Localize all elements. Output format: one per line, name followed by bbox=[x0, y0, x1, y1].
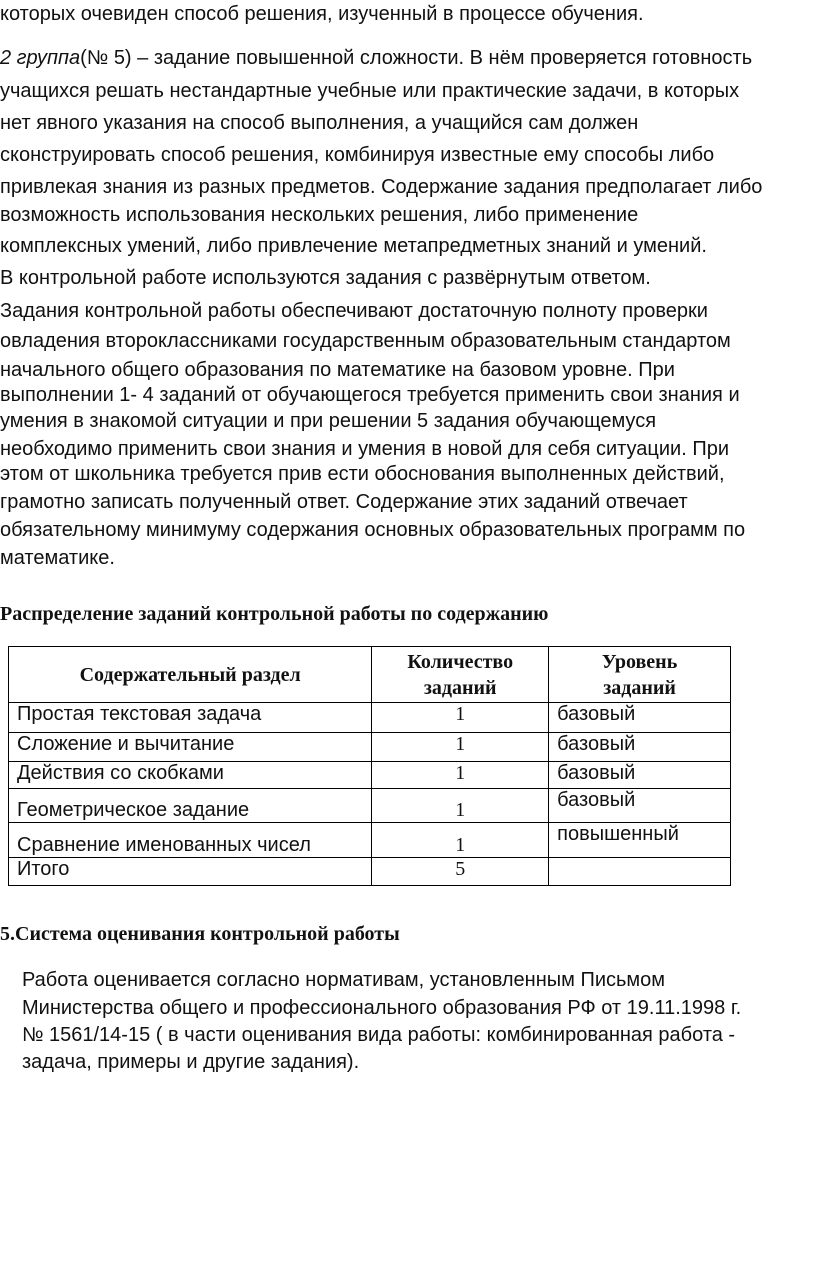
header-section: Содержательный раздел bbox=[9, 647, 372, 703]
distribution-table bbox=[8, 646, 731, 886]
cell-section: Итого bbox=[9, 858, 372, 886]
header-count-line1: Количество bbox=[407, 650, 514, 673]
control-line: грамотно записать полученный ответ. Содержание этих заданий отвечает bbox=[0, 491, 688, 513]
group2-line: учащихся решать нестандартные учебные или практические задачи, в которых bbox=[0, 80, 740, 102]
header-level bbox=[549, 647, 731, 703]
evaluation-line: Работа оценивается согласно нормативам, установленным Письмом bbox=[22, 969, 666, 991]
control-line: умения в знакомой ситуации и при решении 5 задания обучающемуся bbox=[0, 410, 657, 432]
control-line: необходимо применить свои знания и умения в новой для себя ситуации. При bbox=[0, 438, 730, 460]
control-line: обязательному минимуму содержания основных образовательных программ по bbox=[0, 519, 746, 541]
cell-level: базовый bbox=[549, 762, 731, 789]
control-line: выполнении 1- 4 заданий от обучающегося требуется применить свои знания и bbox=[0, 384, 740, 406]
cell-section: Сложение и вычитание bbox=[9, 733, 372, 762]
cell-count: 1 bbox=[372, 733, 549, 762]
header-level-line2: заданий bbox=[603, 676, 676, 699]
table-row bbox=[9, 703, 731, 733]
cell-count: 1 bbox=[372, 762, 549, 789]
cell-level: базовый bbox=[549, 703, 731, 733]
cell-count: 1 bbox=[372, 703, 549, 733]
group2-line: сконструировать способ решения, комбинируя известные ему способы либо bbox=[0, 144, 715, 166]
distribution-heading: Распределение заданий контрольной работы по содержанию bbox=[0, 603, 549, 625]
cell-level: повышенный bbox=[549, 823, 731, 858]
header-count bbox=[372, 647, 549, 703]
group2-line: нет явного указания на способ выполнения, а учащийся сам должен bbox=[0, 112, 639, 134]
cell-count: 1 bbox=[372, 823, 549, 858]
cell-section: Простая текстовая задача bbox=[9, 703, 372, 733]
intro-line: которых очевиден способ решения, изученный в процессе обучения. bbox=[0, 3, 644, 25]
group2-label: 2 группа bbox=[0, 47, 81, 69]
header-level-line1: Уровень bbox=[601, 650, 678, 673]
cell-count: 5 bbox=[372, 858, 549, 886]
control-line: В контрольной работе используются задания с развёрнутым ответом. bbox=[0, 267, 651, 289]
table-row bbox=[9, 789, 731, 823]
group2-first-line bbox=[0, 46, 752, 70]
cell-level: базовый bbox=[549, 789, 731, 823]
evaluation-heading: 5.Система оценивания контрольной работы bbox=[0, 923, 400, 945]
group2-line: комплексных умений, либо привлечение метапредметных знаний и умений. bbox=[0, 235, 707, 257]
table-row bbox=[9, 823, 731, 858]
group2-first-line-text: (№ 5) – задание повышенной сложности. В нём проверяется готовность bbox=[80, 47, 753, 69]
cell-section: Действия со скобками bbox=[9, 762, 372, 789]
cell-section: Геометрическое задание bbox=[9, 789, 372, 823]
cell-section: Сравнение именованных чисел bbox=[9, 823, 372, 858]
control-line: этом от школьника требуется прив ести обоснования выполненных действий, bbox=[0, 463, 725, 485]
cell-level: базовый bbox=[549, 733, 731, 762]
table-row bbox=[9, 762, 731, 789]
table-row bbox=[9, 733, 731, 762]
control-line: начального общего образования по математике на базовом уровне. При bbox=[0, 359, 675, 381]
control-line: Задания контрольной работы обеспечивают достаточную полноту проверки bbox=[0, 300, 708, 322]
control-line: математике. bbox=[0, 547, 115, 569]
group2-line: возможность использования нескольких решения, либо применение bbox=[0, 204, 639, 226]
header-count-line2: заданий bbox=[423, 676, 497, 699]
group2-line: привлекая знания из разных предметов. Содержание задания предполагает либо bbox=[0, 176, 763, 198]
evaluation-line: Министерства общего и профессионального образования РФ от 19.11.1998 г. bbox=[22, 997, 742, 1019]
evaluation-line: № 1561/14-15 ( в части оценивания вида работы: комбинированная работа - bbox=[22, 1024, 736, 1046]
table-row bbox=[9, 858, 731, 886]
cell-level bbox=[549, 858, 731, 886]
control-line: овладения второклассниками государственным образовательным стандартом bbox=[0, 330, 731, 352]
table-header-row bbox=[9, 647, 731, 703]
cell-count: 1 bbox=[372, 789, 549, 823]
evaluation-line: задача, примеры и другие задания). bbox=[22, 1051, 360, 1073]
